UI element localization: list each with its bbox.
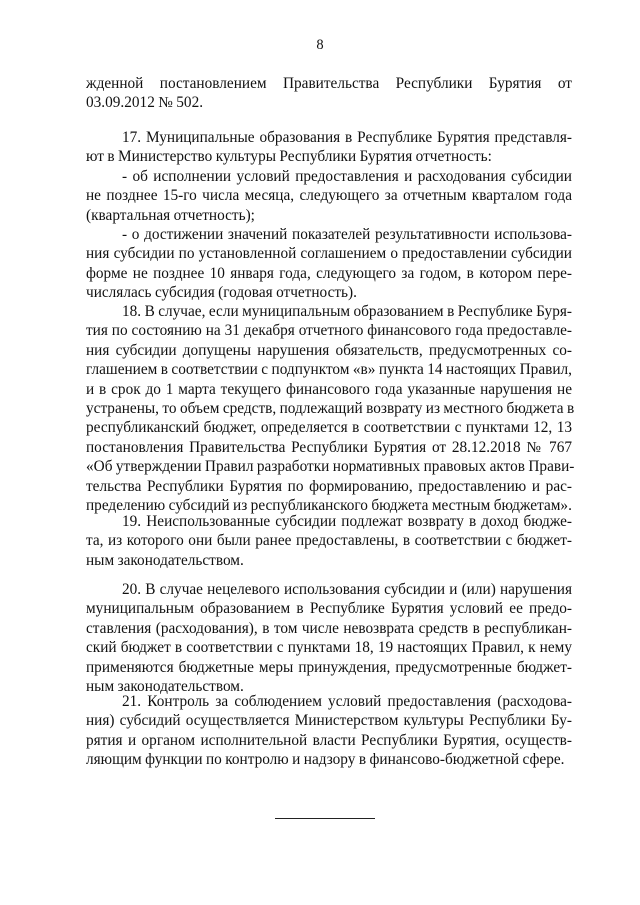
text-line: ным законодательством.: [86, 551, 244, 569]
text-line: устранены, то объем средств, подлежащий возврату из местного бюджета в: [86, 400, 575, 418]
text-line: 03.09.2012 № 502.: [86, 94, 204, 112]
text-line: не позднее 15-го числа месяца, следующего за отчетным кварталом года: [86, 187, 572, 205]
text-line: 20. В случае нецелевого использования субсидии и (или) нарушения: [122, 581, 572, 598]
text-line: ния субсидии по установленной соглашением о предоставлении субсидии: [86, 245, 572, 263]
text-line: 19. Неиспользованные субсидии подлежат возврату в доход бюдже-: [122, 513, 572, 530]
text-line: 21. Контроль за соблюдением условий предоставления (расходова-: [122, 693, 572, 710]
paragraph-17: [86, 128, 572, 303]
text-line: применяются бюджетные меры принуждения, предусмотренные бюджет-: [86, 658, 572, 676]
paragraph-19: [86, 512, 572, 570]
text-line: ляющим функции по контролю и надзору в финансово-бюджетной сфере.: [86, 751, 565, 769]
text-line: 18. В случае, если муниципальным образованием в Республике Буря-: [122, 303, 572, 320]
paragraph-20: [86, 580, 572, 696]
text-line: - о достижении значений показателей результативности использова-: [122, 226, 572, 244]
page-number: 8: [316, 37, 324, 53]
text-line: жденной постановлением Правительства Республики Бурятия от: [86, 75, 572, 92]
text-line: глашением в соответствии с подпунктом «в» пункта 14 настоящих Правил,: [86, 361, 572, 379]
text-line: тия по состоянию на 31 декабря отчетного финансового года предоставле-: [86, 322, 572, 340]
text-line: постановления Правительства Республики Бурятия от 28.12.2018 № 767: [86, 438, 572, 456]
text-line: пределению субсидий из республиканского бюджета местным бюджетам».: [86, 497, 572, 515]
text-line: ния субсидии допущены нарушения обязательств, предусмотренных со-: [86, 341, 572, 359]
text-line: 17. Муниципальные образования в Республике Бурятия представля-: [122, 129, 572, 146]
text-line: «Об утверждении Правил разработки нормативных правовых актов Прави-: [86, 458, 575, 476]
text-line: числялась субсидия (годовая отчетность).: [86, 284, 357, 302]
text-line: (квартальная отчетность);: [86, 206, 255, 224]
paragraph-continuation: [86, 74, 572, 113]
end-separator-line: [275, 818, 375, 819]
text-line: ставления (расходования), в том числе невозврата средств в республикан-: [86, 619, 572, 637]
text-line: рятия и органом исполнительной власти Республики Бурятия, осуществ-: [86, 731, 572, 749]
text-line: форме не позднее 10 января года, следующего за годом, в котором пере-: [86, 264, 572, 282]
paragraph-21: [86, 692, 572, 770]
text-line: муниципальным образованием в Республике Бурятия условий ее предо-: [86, 600, 572, 618]
text-line: тельства Республики Бурятия по формированию, предоставлению и рас-: [86, 477, 572, 495]
paragraph-18: [86, 302, 575, 515]
text-line: ным законодательством.: [86, 678, 244, 696]
text-line: ский бюджет в соответствии с пунктами 18, 19 настоящих Правил, к нему: [86, 639, 572, 657]
text-line: та, из которого они были ранее предоставлены, в соответствии с бюджет-: [86, 532, 572, 550]
text-line: ния) субсидий осуществляется Министерством культуры Республики Бу-: [86, 712, 572, 730]
text-line: республиканский бюджет, определяется в соответствии с пунктами 12, 13: [86, 419, 572, 437]
text-line: - об исполнении условий предоставления и расходования субсидии: [122, 167, 572, 185]
text-line: и в срок до 1 марта текущего финансового года указанные нарушения не: [86, 380, 572, 398]
text-line: ют в Министерство культуры Республики Бурятия отчетность:: [86, 148, 492, 166]
